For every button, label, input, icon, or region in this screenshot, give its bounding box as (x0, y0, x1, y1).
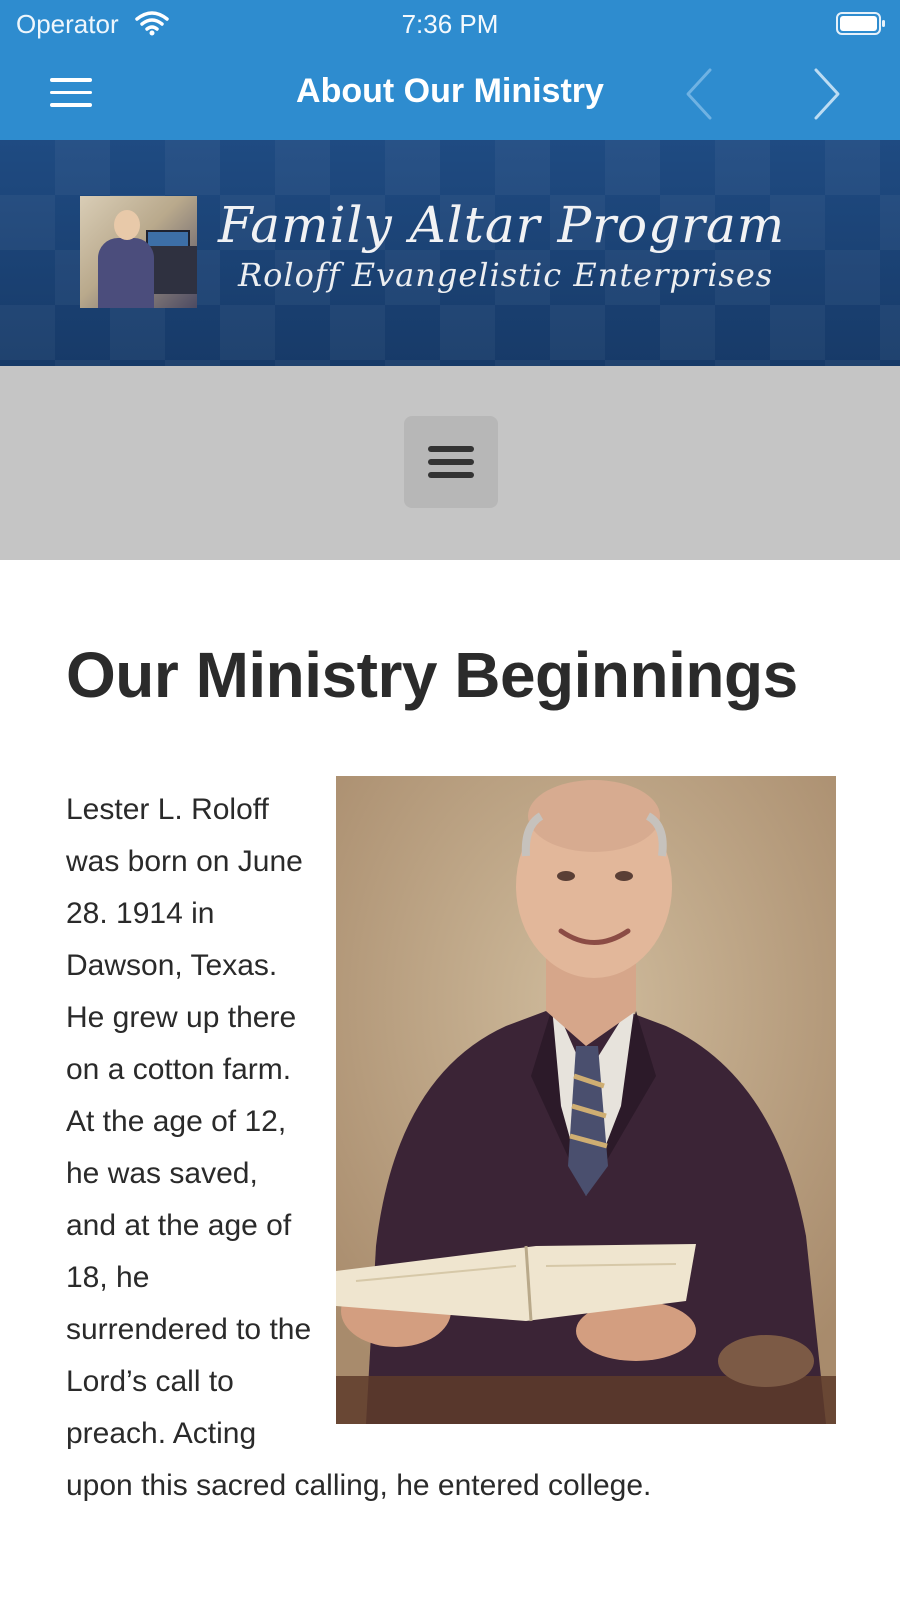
top-bar (0, 0, 900, 140)
portrait-illustration (336, 776, 836, 1424)
chevron-left-icon[interactable] (680, 66, 720, 122)
article-body (66, 784, 836, 1512)
hamburger-icon-line (428, 446, 474, 452)
portrait-photo (336, 776, 836, 1424)
site-banner[interactable] (0, 140, 900, 366)
menu-toggle-button[interactable] (404, 416, 498, 508)
hamburger-icon-line (428, 459, 474, 465)
page-title: About Our Ministry (296, 72, 604, 110)
chevron-right-icon[interactable] (806, 66, 846, 122)
status-bar (0, 0, 900, 48)
banner-title: Family Altar Program (218, 196, 786, 254)
article-heading: Our Ministry Beginnings (66, 639, 798, 711)
article-paragraph: Lester L. Roloff was born on June 28. 1914 in Dawson, Texas. He grew up there on a cotton farm. At the age of 12, he was saved, and at the age of 18, he surrendered to the Lord’s call to preach. Acting upon this sacred calling, he entered college. (66, 793, 652, 1502)
battery-icon (836, 12, 886, 35)
bp-body (98, 238, 154, 308)
banner-subtitle: Roloff Evangelistic Enterprises (238, 256, 774, 294)
main-content (66, 560, 836, 1512)
site-menu-bar (0, 366, 900, 560)
hamburger-icon-line (428, 472, 474, 478)
banner-photo (80, 196, 197, 308)
status-time: 7:36 PM (401, 9, 499, 39)
navigation-bar (0, 48, 900, 140)
bp-head (114, 210, 140, 240)
carrier-label: Operator (16, 9, 119, 39)
